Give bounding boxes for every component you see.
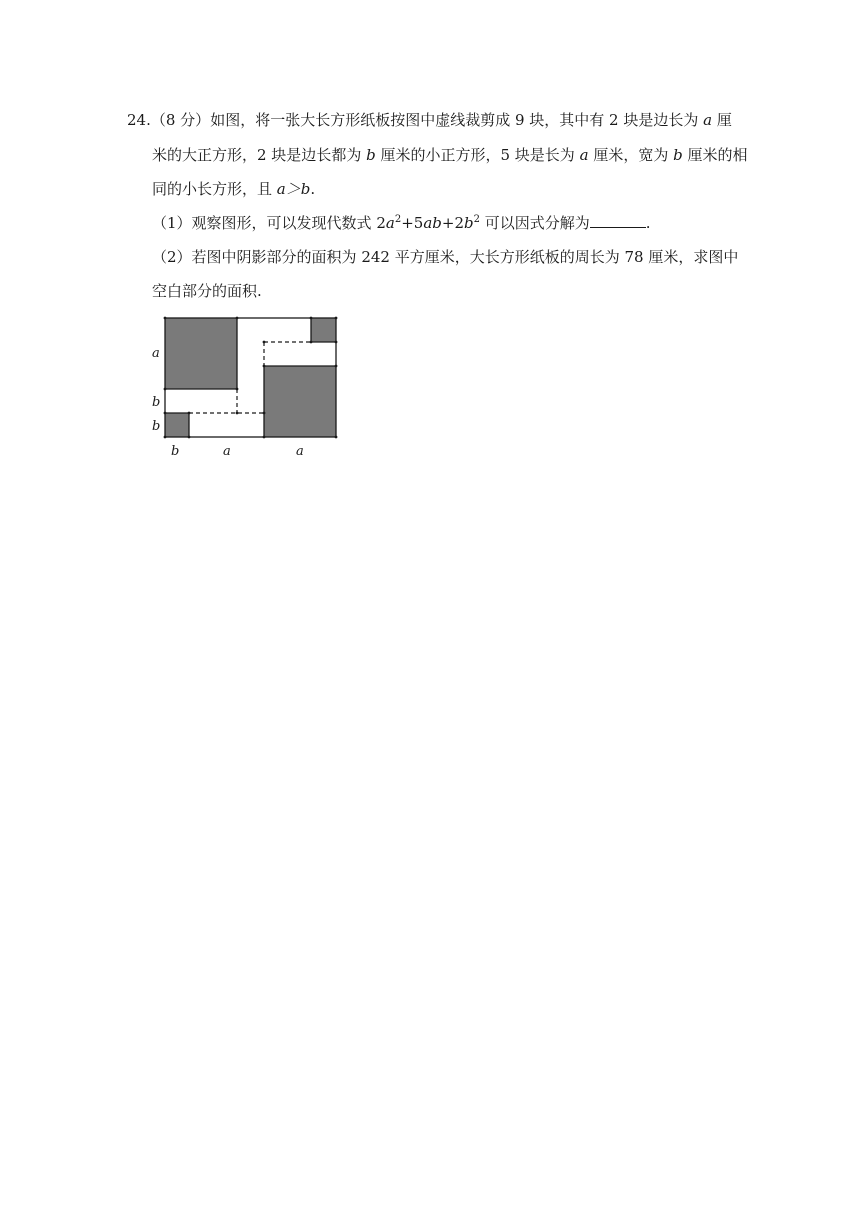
shaded-small-square-top-right [311, 318, 336, 342]
shaded-small-square-bottom-left [165, 413, 189, 437]
problem-line-1: 24.（8 分）如图，将一张大长方形纸板按图中虚线裁剪成 9 块，其中有 2 块是边长为 a 厘 [127, 111, 732, 129]
answer-blank[interactable] [590, 213, 646, 228]
problem-text: 厘米，宽为 [588, 146, 669, 164]
part-1-label: （1） [152, 214, 192, 232]
inequality: a＞b [276, 180, 311, 198]
problem-line-2 [152, 145, 748, 165]
problem-text: 同的小长方形，且 [152, 180, 273, 198]
rectangle-cutting-figure [140, 308, 350, 463]
problem-number: 24 [127, 111, 147, 129]
variable-b: b [673, 146, 683, 164]
variable-a: a [579, 146, 589, 164]
part-2-label: （2） [152, 248, 192, 266]
problem-text: 米的大正方形，2 块是边长都为 [152, 146, 362, 164]
part-2-line-1 [152, 247, 738, 267]
part-2-text: 若图中阴影部分的面积为 242 平方厘米，大长方形纸板的周长为 78 厘米，求图中 [191, 248, 739, 266]
part-2-text: 空白部分的面积. [152, 282, 262, 300]
part-1-text: 观察图形，可以发现代数式 [191, 214, 372, 232]
label-bottom-a-middle: a [223, 444, 231, 459]
algebraic-expression: $2a^2+5ab+2b^2$ [376, 214, 480, 232]
figure-svg [140, 308, 350, 463]
problem-text: 如图，将一张大长方形纸板按图中虚线裁剪成 9 块，其中有 2 块是边长为 [210, 111, 699, 129]
variable-a: a [703, 111, 713, 129]
problem-text: 厘 [712, 111, 732, 129]
period: . [310, 180, 316, 198]
part-1-text: 可以因式分解为 [480, 214, 590, 232]
label-bottom-a-right: a [296, 444, 304, 459]
part-1 [152, 213, 651, 233]
variable-b: b [366, 146, 376, 164]
problem-line-3 [152, 179, 315, 199]
period: . [645, 214, 651, 232]
problem-points: （8 分） [150, 111, 211, 129]
label-left-b-upper: b [152, 395, 161, 410]
shaded-large-square-top-left [165, 318, 237, 389]
label-left-b-lower: b [152, 419, 161, 434]
shaded-large-square-bottom-right [264, 366, 336, 437]
problem-text: 厘米的小正方形，5 块是长为 [375, 146, 575, 164]
problem-text: 厘米的相 [682, 146, 748, 164]
part-2-line-2 [152, 281, 262, 301]
label-left-a: a [152, 346, 160, 361]
label-bottom-b: b [171, 444, 180, 459]
